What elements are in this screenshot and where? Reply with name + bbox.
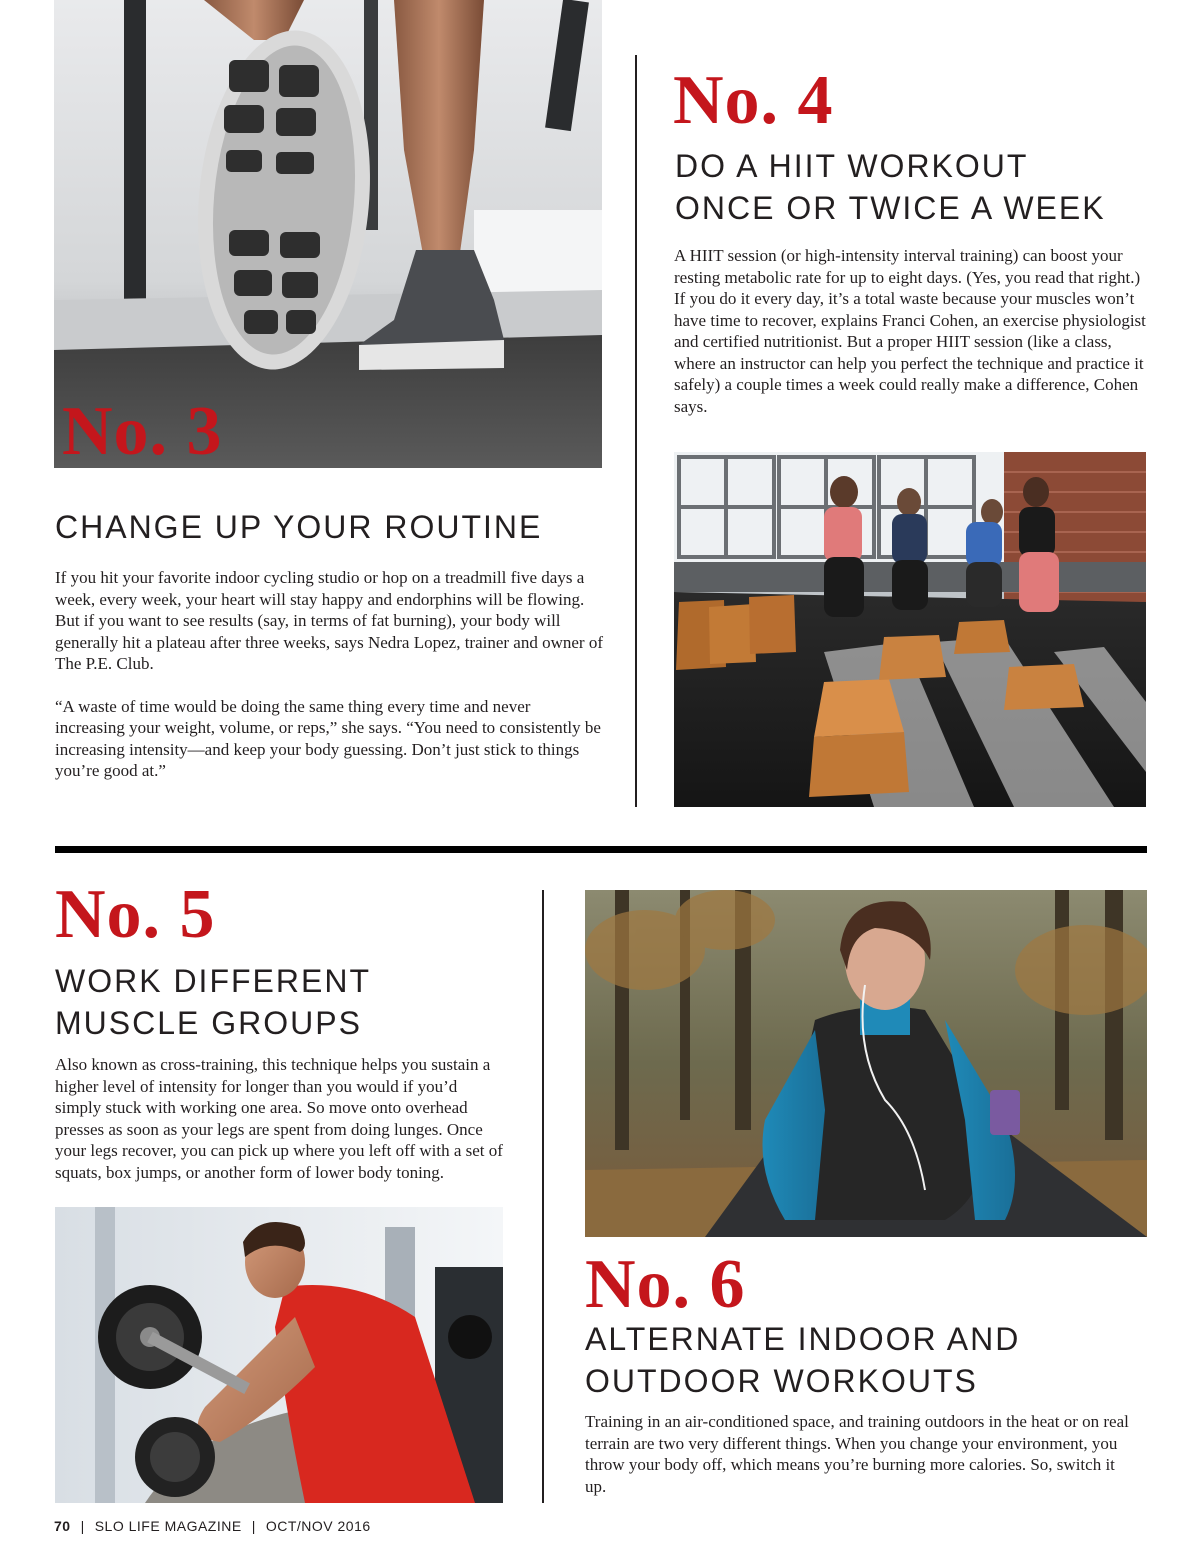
section5-body: Also known as cross-training, this technique helps you sustain a higher level of intensity for longer than you would if you’d simply stuck with working one area. So move onto overhead presses as soon as your legs are spent from doing lunges. Once your legs recover, you can pick up where you left off with a set of squats, box jumps, or another form of lower body toning. (55, 1055, 503, 1182)
weightlifter-photo (55, 1207, 503, 1503)
column-divider-bottom (542, 890, 544, 1503)
section5-heading (55, 960, 515, 1044)
section3-body (55, 567, 603, 782)
section4-number: No. 4 (673, 62, 834, 139)
section5-heading-line: MUSCLE GROUPS (55, 1005, 362, 1041)
footer-separator: | (80, 1518, 85, 1534)
issue-date: OCT/NOV 2016 (265, 1518, 371, 1534)
section6-body: Training in an air-conditioned space, and training outdoors in the heat or on real terrain are two very different things. When you change your environment, you throw your body off, which means you’re burning more calories. So, switch it up. (585, 1412, 1129, 1496)
page-number: 70 (54, 1518, 71, 1534)
section4-heading-line: DO A HIIT WORKOUT (675, 148, 1029, 184)
page-footer (54, 1518, 371, 1534)
section-divider (55, 846, 1147, 853)
section6-heading (585, 1318, 1165, 1402)
section3-paragraph: If you hit your favorite indoor cycling studio or hop on a treadmill five days a week, every week, your heart will stay happy and endorphins will be flowing. But if you want to see results (say, in terms of fat burning), your body will generally hit a plateau after three weeks, says Nedra Lopez, trainer and owner of The P.E. Club. (55, 568, 603, 673)
section3-paragraph: “A waste of time would be doing the same thing every time and never increasing your weight, volume, or reps,” she says. “You need to consistently be increasing intensity—and keep your body guessing. Don’t just stick to things you’re good at.” (55, 696, 601, 780)
section4-heading-line: ONCE OR TWICE A WEEK (675, 190, 1106, 226)
magazine-name: SLO LIFE MAGAZINE (94, 1518, 242, 1534)
column-divider-top (635, 55, 637, 807)
box-jump-class-photo (674, 452, 1146, 807)
section5-number: No. 5 (55, 876, 216, 953)
section4-body: A HIIT session (or high-intensity interval training) can boost your resting metabolic rate for up to eight days. (Yes, you read that right.) If you do it every day, it’s a total waste because your muscles won’t have time to recover, explains Franci Cohen, an exercise physiologist and certified nutritionist. But a proper HIIT session (like a class, where an instructor can help you perfect the technique and practice it safely) a couple times a week could really make a difference, Cohen says. (674, 246, 1146, 416)
outdoor-runner-photo (585, 890, 1147, 1237)
section3-heading: CHANGE UP YOUR ROUTINE (55, 509, 543, 545)
section5-heading-line: WORK DIFFERENT (55, 963, 371, 999)
section6-heading-line: OUTDOOR WORKOUTS (585, 1363, 978, 1399)
footer-separator: | (251, 1518, 256, 1534)
section6-number: No. 6 (585, 1246, 746, 1323)
section3-number: No. 3 (62, 393, 223, 470)
section4-heading (675, 145, 1175, 229)
section6-heading-line: ALTERNATE INDOOR AND (585, 1321, 1021, 1357)
